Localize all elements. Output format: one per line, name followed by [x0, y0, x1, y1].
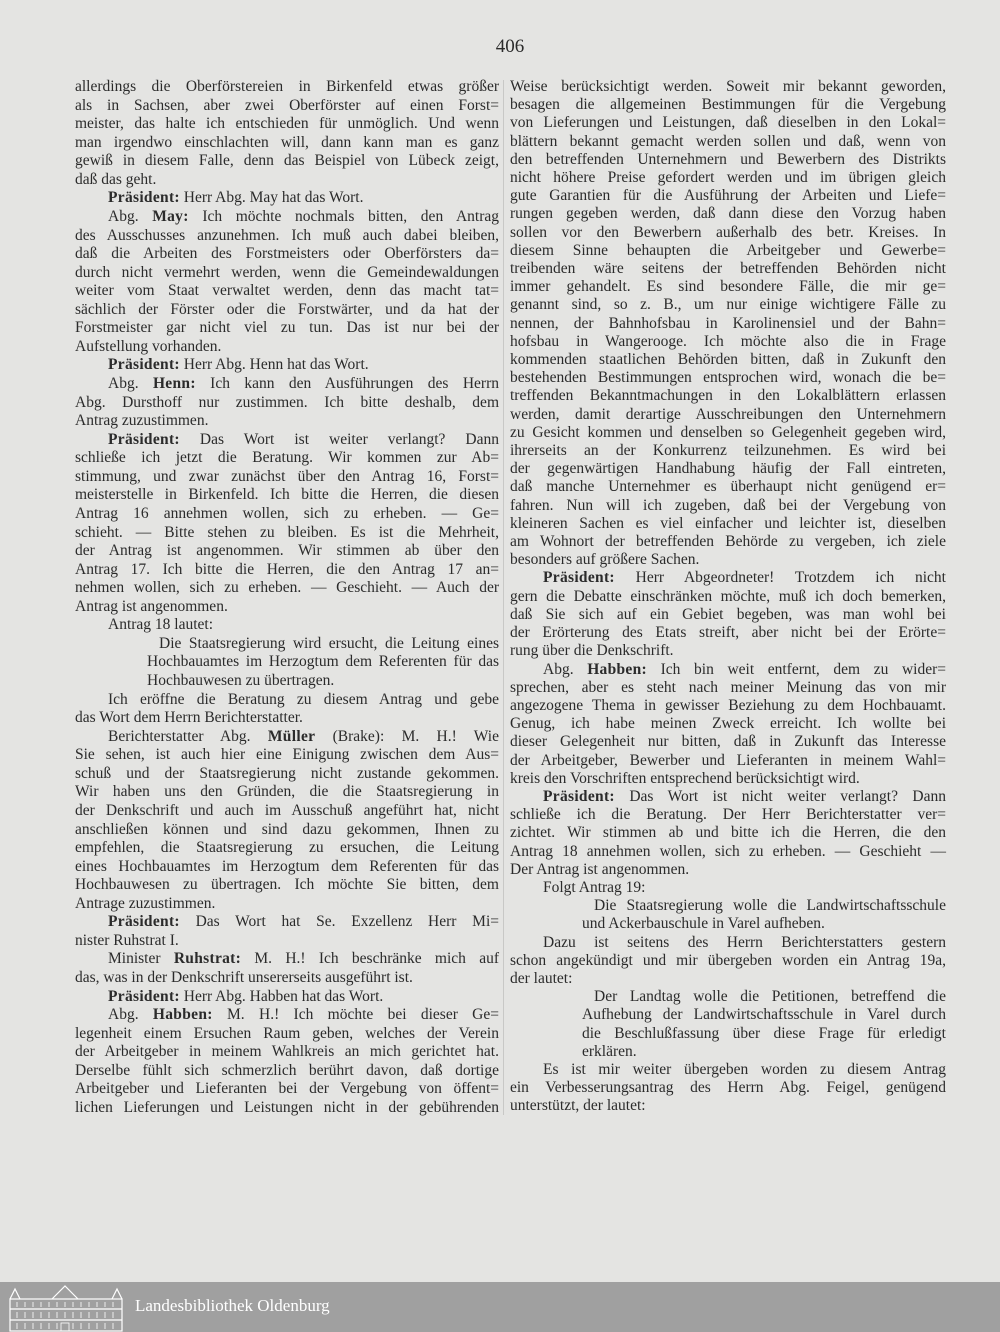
speaker-title: Abg. [108, 1006, 153, 1024]
paragraph [510, 78, 946, 569]
text-line [510, 551, 946, 569]
line-text: kommenden staatlichen Behörden bitten, daß in Zukunft den [510, 351, 946, 369]
text-line [75, 950, 499, 969]
speaker-name: Ruhstrat: [173, 950, 242, 968]
speaker-title: Abg. [108, 207, 153, 225]
line-text: der Denkschrift und auch im Ausschuß angeführt hat, nicht [75, 801, 499, 819]
line-text: sprechen, aber es steht nach meiner Meinung das von mir [510, 678, 946, 696]
line-text: genannt sind, so z. B., um nur einige wichtigere Fälle zu [510, 296, 946, 314]
line-text: daß das geht. [75, 170, 157, 188]
text-line [510, 861, 946, 879]
text-line [75, 524, 499, 543]
paragraph [510, 1061, 946, 1116]
paragraph [75, 691, 499, 728]
line-text: des Ausschusses anzunehmen. Ich muß auch dabei bleiben, [75, 226, 499, 244]
speaker-name: Präsident: [108, 189, 180, 207]
line-text: nehmen wollen, sich zu erheben. — Geschieht. — Auch der [75, 579, 499, 597]
line-text: Antrag ist angenommen. [75, 597, 228, 615]
text-line [510, 606, 946, 624]
text-line [75, 375, 499, 394]
line-text: Die Staatsregierung wolle die Landwirtschaftsschule [594, 897, 946, 915]
line-text: Folgt Antrag 19: [543, 878, 646, 896]
line-text: empfehlen, die Staatsregierung zu ersuchen, die Leitung [75, 839, 499, 857]
line-text: die Beschlußfassung über diese Frage für erledigt [582, 1024, 946, 1042]
line-text: als in Sachsen, aber zwei Oberförster auf einen Forst= [75, 96, 499, 114]
page-number: 406 [495, 36, 525, 57]
line-text: Antrag 18 annehmen wollen, sich zu erheben. — Geschieht — [510, 842, 946, 860]
line-text: Abg. Dursthoff nur zustimmen. Ich bitte deshalb, dem [75, 393, 499, 411]
line-text: gern die Debatte einschränken möchte, muß ich doch bemerken, [510, 587, 946, 605]
line-text: Antrage zuzustimmen. [75, 894, 216, 912]
speaker-title: Abg. [108, 375, 153, 392]
line-text: daß Sie sich auf ein Gebiet begeben, was man wohl bei [510, 605, 946, 623]
line-text: Antrag 18 lautet: [108, 616, 214, 634]
line-text: Arbeitgeber und Lieferanten bei der Vergebung von öffent= [75, 1080, 499, 1098]
text-line [510, 1061, 946, 1079]
line-text: immer gehandelt. Es sind besondere Fälle, die mir ge= [510, 278, 946, 296]
text-line [75, 171, 499, 190]
line-text: besagen die allgemeinen Bestimmungen für die Vergebung [510, 96, 946, 114]
text-line [75, 635, 499, 654]
text-line [510, 788, 946, 806]
speaker-name: Präsident: [543, 787, 615, 805]
text-line [510, 515, 946, 533]
text-line [75, 115, 499, 134]
speaker-name: May: [152, 207, 189, 225]
line-text: der Arbeitgeber in meinem Wahlkreis an mich gerichtet hat. [75, 1043, 499, 1061]
text-line [510, 988, 946, 1006]
text-line [75, 765, 499, 784]
text-line [75, 653, 499, 672]
text-line [510, 151, 946, 169]
text-line [510, 661, 946, 679]
text-line [75, 691, 499, 710]
line-text: sollen vor den Bewerbern außerhalb des betr. Kreises. In [510, 223, 946, 241]
line-text: rungen gegeben werden, daß dann diese den Vorzug haben [510, 205, 946, 223]
line-text: schieht. — Bitte stehen zu bleiben. Es ist die Mehrheit, [75, 523, 499, 541]
text-line [510, 879, 946, 897]
paragraph [75, 208, 499, 357]
text-line [510, 278, 946, 296]
line-text: Wir haben uns den Gründen, die die Staatsregierung in [75, 783, 499, 801]
text-line [75, 969, 499, 988]
text-line [510, 315, 946, 333]
motion-quote [510, 988, 946, 1061]
text-line [510, 770, 946, 788]
speaker-name: Habben: [152, 1006, 213, 1024]
line-text: schließe ich jetzt die Beratung. Wir kommen zur Ab= [75, 449, 499, 467]
line-text: den betreffenden Unternehmern und Bewerbern des Distrikts [510, 150, 946, 168]
text-line [75, 728, 499, 747]
text-line [75, 542, 499, 561]
library-building-logo-icon [7, 1285, 125, 1332]
line-text: blättern bekannt gemacht werden sollen und daß, wenn von [510, 132, 946, 150]
line-text: Antrag 16 annehmen wollen, sich zu erheben. — Ge= [75, 504, 499, 522]
line-text: das Wort dem Herrn Berichterstatter. [75, 709, 303, 727]
line-text: meister, das halte ich entschieden für unmöglich. Und wenn [75, 115, 499, 133]
text-line [75, 672, 499, 691]
text-line [510, 460, 946, 478]
line-text: am Wohnort der betreffenden Behörde zu vergeben, ich ziele [510, 533, 946, 551]
text-line [510, 351, 946, 369]
speaker-title: Minister [108, 950, 174, 968]
line-text: Ich kann den Ausführungen des Herrn [195, 375, 499, 392]
text-line [75, 468, 499, 487]
line-text: von Lieferungen und Leistungen, daß dieselben in den Lokal= [510, 114, 946, 132]
text-line [510, 205, 946, 223]
text-line [75, 245, 499, 264]
line-text: der lautet: [510, 969, 573, 987]
text-line [510, 806, 946, 824]
text-line [75, 561, 499, 580]
line-text: Das Wort ist weiter verlangt? Dann [179, 430, 499, 448]
text-line [510, 952, 946, 970]
text-line [75, 505, 499, 524]
paragraph [510, 934, 946, 989]
text-line [75, 1025, 499, 1044]
line-text: erklären. [582, 1042, 637, 1060]
text-line [75, 208, 499, 227]
paragraph [75, 728, 499, 914]
line-text: legenheit einem Ersuchen Raum geben, welches der Verein [75, 1024, 499, 1042]
text-line [510, 642, 946, 660]
text-line [510, 679, 946, 697]
line-text: Ich möchte nochmals bitten, den Antrag [188, 207, 499, 225]
text-line [75, 802, 499, 821]
line-text: ein Verbesserungsantrag des Herrn Abg. Feigel, genügend [510, 1079, 946, 1097]
line-text: nister Ruhstrat I. [75, 931, 179, 949]
line-text: dieser Gelegenheit nur bitten, daß in Zukunft das Interesse [510, 733, 946, 751]
line-text: schon angekündigt und mir übergeben worden ein Antrag 19a, [510, 951, 946, 969]
line-text: M. H.! Ich möchte bei dieser Ge= [212, 1006, 499, 1024]
text-line [75, 895, 499, 914]
text-line [510, 114, 946, 132]
text-line [510, 1006, 946, 1024]
text-line [510, 1025, 946, 1043]
line-text: Aufstellung vorhanden. [75, 337, 222, 355]
line-text: durch nicht vermehrt werden, wenn die Gemeindewaldungen [75, 263, 499, 281]
speaker-name: Habben: [587, 660, 647, 678]
line-text: allerdings die Oberförstereien in Birkenfeld etwas größer [75, 78, 499, 95]
text-line [510, 752, 946, 770]
text-line [75, 1062, 499, 1081]
line-text: nennen, der Bahnhofsbau in Karolinensiel und der Bahn= [510, 314, 946, 332]
text-line [510, 897, 946, 915]
line-text: Herr Abgeordneter! Trotzdem ich nicht [614, 569, 946, 587]
line-text: nicht höhere Preise gefordert werden und im übrigen gleich [510, 169, 946, 187]
speaker-name: Präsident: [108, 430, 180, 448]
paragraph [510, 879, 946, 897]
text-line [510, 242, 946, 260]
paragraph [510, 661, 946, 788]
line-text: Hochbauwesen zu übertragen. [147, 672, 335, 689]
paragraph [75, 988, 499, 1007]
line-text: Genug, ich habe meinen Zweck erreicht. Ich wollte bei [510, 715, 946, 733]
text-line [75, 319, 499, 338]
text-line [75, 152, 499, 171]
line-text: eines Hochbauamtes im Herzogtum dem Referenten für das [75, 857, 499, 875]
paragraph [510, 788, 946, 879]
paragraph [75, 950, 499, 987]
line-text: treibenden wäre seitens der betreffenden Behörden nicht [510, 260, 946, 278]
line-text: Weise berücksichtigt werden. Soweit mir bekannt geworden, [510, 78, 946, 95]
line-text: Der Antrag ist angenommen. [510, 860, 690, 878]
text-line [75, 598, 499, 617]
text-line [75, 1043, 499, 1062]
text-line [510, 715, 946, 733]
line-text: angezogene Thema in gewisser Beziehung zu dem Hochbauamt. [510, 696, 946, 714]
text-line [510, 624, 946, 642]
line-text: weiter vom Staat verwaltet werden, denn das macht tat= [75, 282, 499, 300]
line-text: Dazu ist seitens des Herrn Berichterstatters gestern [543, 933, 946, 951]
column-divider [503, 80, 504, 1115]
line-text: Das Wort hat Se. Exzellenz Herr Mi= [179, 913, 499, 931]
line-text: Antrag 17. Ich bitte die Herren, die den Antrag 17 an= [75, 560, 499, 578]
text-line [75, 431, 499, 450]
paragraph [75, 189, 499, 208]
text-line [510, 333, 946, 351]
text-line [75, 338, 499, 357]
text-line [510, 260, 946, 278]
line-text: Aufhebung der Landwirtschaftsschule in Varel durch [582, 1006, 946, 1024]
text-line [75, 486, 499, 505]
text-line [75, 264, 499, 283]
text-line [510, 970, 946, 988]
motion-quote [510, 897, 946, 933]
text-line [510, 824, 946, 842]
line-text: man irgendwo einschlachten will, dann kann man es ganz [75, 133, 499, 151]
line-text: bestehenden Bestimmungen entsprochen wird, wonach die be= [510, 369, 946, 387]
text-line [510, 224, 946, 242]
speaker-title: Berichterstatter Abg. [108, 727, 268, 745]
text-line [75, 1080, 499, 1099]
line-text: M. H.! Ich beschränke mich auf [241, 950, 499, 968]
text-line [75, 449, 499, 468]
line-text: kreis den Vorschriften entsprechend berücksichtigt wird. [510, 769, 860, 787]
text-line [75, 97, 499, 116]
text-line [510, 406, 946, 424]
paragraph [75, 1006, 499, 1117]
line-text: Derselbe fühlt sich schmerzlich berührt davon, daß dortige [75, 1061, 499, 1079]
text-line [510, 497, 946, 515]
text-line [510, 1079, 946, 1097]
line-text: Antrag zuzustimmen. [75, 412, 209, 430]
line-text: schließe ich die Beratung. Der Herr Berichterstatter ver= [510, 806, 946, 824]
text-line [75, 988, 499, 1007]
line-text: der Antrag ist angenommen. Wir stimmen ab über den [75, 542, 499, 560]
text-line [510, 133, 946, 151]
line-text: Die Staatsregierung wird ersucht, die Leitung eines [159, 634, 499, 652]
line-text: Hochbauamtes im Herzogtum dem Referenten für das [147, 653, 499, 671]
line-text: stimmung, und zwar zunächst über den Antrag 16, Forst= [75, 467, 499, 485]
text-line [510, 96, 946, 114]
text-line [75, 189, 499, 208]
line-text: gewiß in diesem Falle, denn das Beispiel von Lübeck zeigt, [75, 152, 499, 170]
text-column-right [510, 78, 946, 1116]
line-text: der Erörterung des Etats streift, aber nicht bei der Erörte= [510, 624, 946, 642]
text-line [510, 533, 946, 551]
text-line [510, 588, 946, 606]
paragraph [75, 375, 499, 431]
line-text: das, was in der Denkschrift unsererseits ausgeführt ist. [75, 969, 413, 986]
text-line [510, 442, 946, 460]
text-line [510, 934, 946, 952]
line-text: daß die Arbeiten des Forstmeisters oder Oberförsters da= [75, 245, 499, 263]
speaker-name: Präsident: [108, 987, 180, 1005]
line-text: Ich eröffne die Beratung zu diesem Antrag und gebe [108, 690, 499, 708]
text-line [75, 876, 499, 895]
text-line [75, 821, 499, 840]
text-line [75, 579, 499, 598]
text-line [510, 1097, 946, 1115]
line-text: zichtet. Wir stimmen ab und bitte ich die Herren, die den [510, 824, 946, 842]
motion-quote [75, 635, 499, 691]
line-text: rung über die Denkschrift. [510, 642, 674, 660]
text-line [75, 1006, 499, 1025]
library-name: Landesbibliothek Oldenburg [135, 1296, 330, 1315]
text-line [510, 369, 946, 387]
speaker-name: Präsident: [108, 356, 180, 374]
text-line [510, 478, 946, 496]
text-line [75, 282, 499, 301]
text-line [75, 913, 499, 932]
text-line [75, 78, 499, 97]
paragraph [75, 431, 499, 617]
line-text: Der Landtag wolle die Petitionen, betreffend die [594, 988, 946, 1006]
speaker-name: Müller [267, 727, 316, 745]
speaker-name: Präsident: [543, 569, 615, 587]
paragraph [510, 569, 946, 660]
line-text: kleineren Sachen es viel einfacher und leichter ist, dieselben [510, 514, 946, 532]
line-text: unterstützt, der lautet: [510, 1097, 646, 1115]
text-line [75, 356, 499, 375]
text-line [510, 915, 946, 933]
text-line [75, 932, 499, 951]
text-line [75, 301, 499, 320]
text-line [510, 697, 946, 715]
line-text: hofsbau in Wangerooge. Ich möchte also die in Frage [510, 332, 946, 350]
line-text: gute Garantien für die Ausführung der Arbeiten und Liefe= [510, 187, 946, 205]
paragraph [75, 616, 499, 635]
library-footer-bar [0, 1282, 1000, 1332]
text-line [510, 733, 946, 751]
paragraph [75, 913, 499, 950]
line-text: diesem Sinne behaupten die Arbeitgeber und Gewerbe= [510, 241, 946, 259]
line-text: zu Gesicht kommen und denselben so Gelegenheit gegeben wird, [510, 423, 946, 441]
text-column-left [75, 78, 499, 1118]
text-line [75, 412, 499, 431]
paragraph [75, 356, 499, 375]
line-text: Hochbauwesen zu übertragen. Ich möchte Sie bitten, dem [75, 876, 499, 894]
text-line [75, 858, 499, 877]
text-line [75, 227, 499, 246]
line-text: meisterstelle in Birkenfeld. Ich bitte die Herren, die diesen [75, 486, 499, 504]
line-text: ihrerseits an der Konkurrenz teilzunehmen. Es wird bei [510, 442, 946, 460]
text-line [75, 783, 499, 802]
text-line [75, 1099, 499, 1118]
text-line [510, 1043, 946, 1061]
line-text: Sie sehen, ist auch hier eine Einigung zwischen dem Aus= [75, 746, 499, 764]
line-text: fahren. Nun will ich zugeben, daß bei der Vergebung von [510, 496, 946, 514]
line-text: werden, damit derartige Ausschreibungen den Unternehmern [510, 405, 946, 423]
line-text: der Arbeitgeber, Bewerber und Lieferanten in meinem Wahl= [510, 751, 946, 769]
line-text: Ich bin weit entfernt, dem zu wider= [647, 660, 946, 678]
text-line [510, 569, 946, 587]
line-text: Herr Abg. Habben hat das Wort. [179, 987, 384, 1005]
line-text: sächlich der Förster oder die Forstwärter, und da hat der [75, 300, 499, 318]
speaker-name: Präsident: [108, 913, 180, 931]
text-line [75, 394, 499, 413]
line-text: (Brake): M. H.! Wie [315, 727, 499, 745]
text-line [75, 134, 499, 153]
line-text: anschließen können und sind dazu gekommen, Ihnen zu [75, 820, 499, 838]
paragraph [75, 78, 499, 189]
line-text: Herr Abg. May hat das Wort. [179, 189, 364, 207]
text-line [75, 746, 499, 765]
speaker-name: Henn: [152, 375, 196, 392]
line-text: Herr Abg. Henn hat das Wort. [179, 356, 369, 374]
line-text: Forstmeister gar nicht viel zu tun. Das ist nur bei der [75, 319, 499, 337]
text-line [75, 839, 499, 858]
line-text: der gegenwärtigen Handhabung häufig der Fall eintreten, [510, 460, 946, 478]
text-line [510, 169, 946, 187]
text-line [75, 616, 499, 635]
text-line [510, 843, 946, 861]
line-text: Es ist mir weiter übergeben worden zu diesem Antrag [543, 1060, 946, 1078]
text-line [510, 296, 946, 314]
line-text: treffenden Bekanntmachungen in den Lokalblättern erlassen [510, 387, 946, 405]
text-line [510, 424, 946, 442]
line-text: lichen Lieferungen und Leistungen nicht in der gebührenden [75, 1098, 499, 1116]
text-line [75, 709, 499, 728]
line-text: schuß und der Staatsregierung nicht zustande gekommen. [75, 764, 499, 782]
speaker-title: Abg. [543, 660, 588, 678]
line-text: besonders auf größere Sachen. [510, 551, 700, 569]
text-line [510, 78, 946, 96]
line-text: Das Wort ist nicht weiter verlangt? Dann [614, 787, 946, 805]
text-line [510, 187, 946, 205]
text-line [510, 387, 946, 405]
line-text: daß manche Unternehmer es überhaupt nicht genügend er= [510, 478, 946, 496]
line-text: und Ackerbauschule in Varel aufheben. [582, 915, 825, 933]
